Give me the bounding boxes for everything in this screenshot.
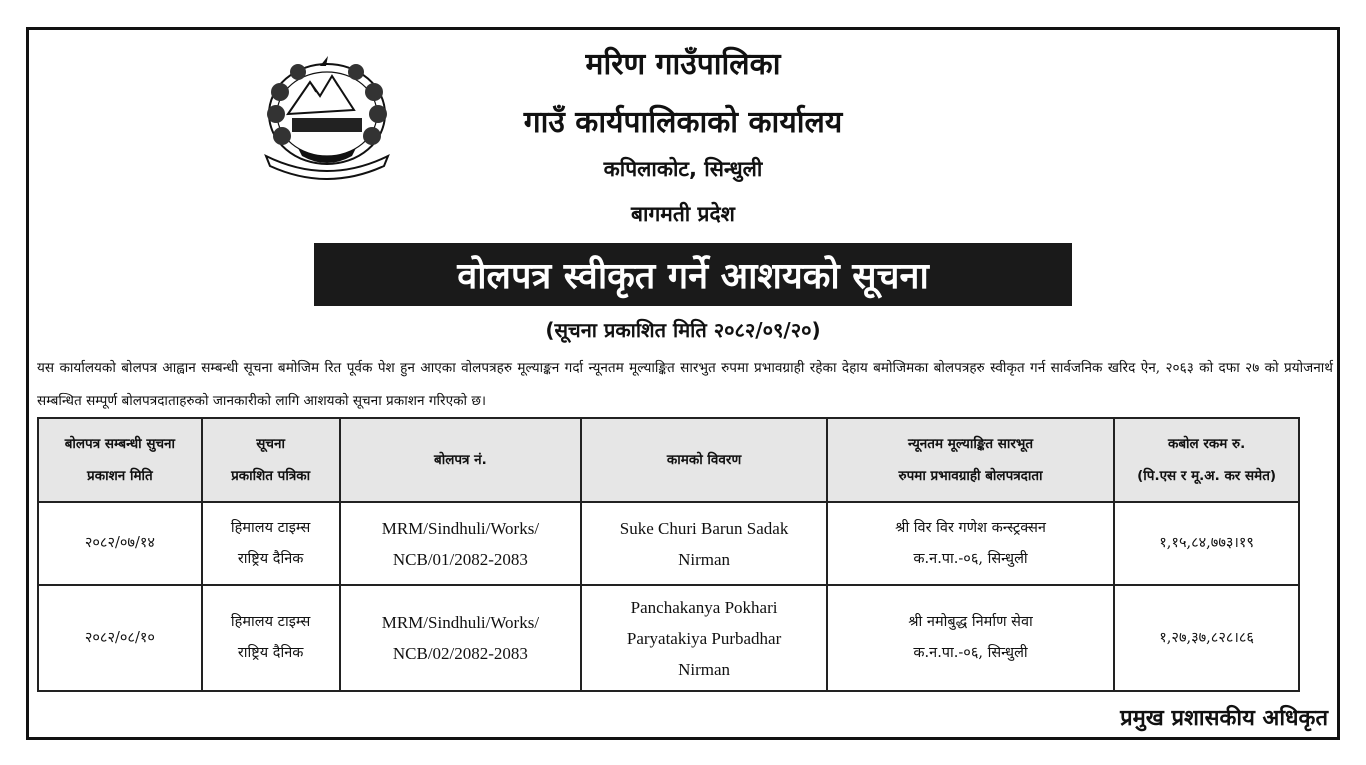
col-header-bid-no: बोलपत्र नं. [340,418,582,502]
notice-body: यस कार्यालयको बोलपत्र आह्वान सम्बन्धी सूचना बमोजिम रित पूर्वक पेश हुन आएका वोलपत्रहरु मूल्याङ्कन गर्दा न्यूनतम मूल्याङ्कित सारभुत रुपमा प्रभावग्राही रहेका देहाय बमोजिमका बोलपत्रहरु स्वीकृत गर्न सार्वजनिक खरिद ऐन, २०६३ को दफा २७ को प्रयोजनार्थ सम्बन्धित सम्पूर्ण बोलपत्रदाताहरुको जानकारीको लागि आशयको सूचना प्रकाशन गरिएको छ। [37,360,1333,409]
cell-work: Suke Churi Barun Sadak Nirman [581,502,827,585]
table-row [38,502,1299,585]
col-header-work: कामको विवरण [581,418,827,502]
cell-newspaper: हिमालय टाइम्स राष्ट्रिय दैनिक [202,585,340,691]
col-header-amount: कबोल रकम रु. (पि.एस र मू.अ. कर समेत) [1114,418,1299,502]
municipality-name: मरिण गाउँपालिका [585,47,781,82]
cell-bid-no: MRM/Sindhuli/Works/ NCB/01/2082-2083 [340,502,582,585]
cell-amount: १,१५,८४,७७३।१९ [1114,502,1299,585]
cell-work: Panchakanya Pokhari Paryatakiya Purbadhar Nirman [581,585,827,691]
province-name: बागमती प्रदेश [631,202,735,226]
cell-date: २०८२/०७/१४ [38,502,202,585]
table-header-row [38,418,1299,502]
cell-newspaper: हिमालय टाइम्स राष्ट्रिय दैनिक [202,502,340,585]
cell-bid-no: MRM/Sindhuli/Works/ NCB/02/2082-2083 [340,585,582,691]
cell-bidder: श्री विर विर गणेश कन्स्ट्रक्सन क.न.पा.-०६, सिन्धुली [827,502,1114,585]
cell-date: २०८२/०८/१० [38,585,202,691]
cell-amount: १,२७,३७,८२८।८६ [1114,585,1299,691]
table-row [38,585,1299,691]
published-date: (सूचना प्रकाशित मिति २०८२/०९/२०) [545,318,821,342]
signature-title: प्रमुख प्रशासकीय अधिकृत [1120,706,1328,731]
col-header-newspaper: सूचना प्रकाशित पत्रिका [202,418,340,502]
col-header-date: बोलपत्र सम्बन्धी सुचना प्रकाशन मिति [38,418,202,502]
bid-table [37,417,1300,692]
col-header-bidder: न्यूनतम मूल्याङ्कित सारभूत रुपमा प्रभावग्राही बोलपत्रदाता [827,418,1114,502]
cell-bidder: श्री नमोबुद्ध निर्माण सेवा क.न.पा.-०६, सिन्धुली [827,585,1114,691]
office-name: गाउँ कार्यपालिकाको कार्यालय [523,105,843,140]
office-location: कपिलाकोट, सिन्धुली [603,157,763,181]
notice-title: वोलपत्र स्वीकृत गर्ने आशयको सूचना [314,243,1072,306]
